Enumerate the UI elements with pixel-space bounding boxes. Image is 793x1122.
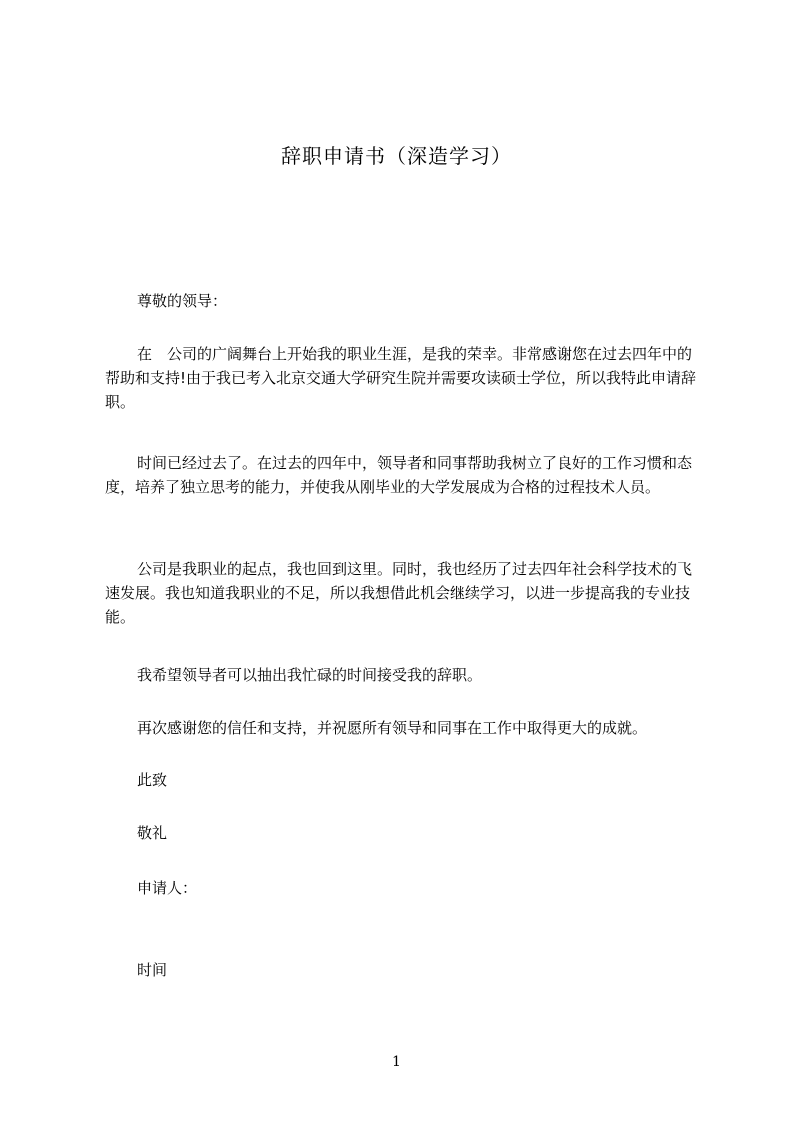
closing-line-1: 此致 — [137, 771, 168, 789]
paragraph-1: 在 公司的广阔舞台上开始我的职业生涯，是我的荣幸。非常感谢您在过去四年中的帮助和支持!由于我已考入北京交通大学研究生院并需要攻读硕士学位，所以我特此申请辞职。 — [105, 345, 697, 411]
document-title: 辞职申请书（深造学习） — [281, 144, 512, 168]
page-number: 1 — [392, 1054, 401, 1070]
paragraph-5: 再次感谢您的信任和支持，并祝愿所有领导和同事在工作中取得更大的成就。 — [137, 719, 648, 737]
paragraph-3: 公司是我职业的起点，我也回到这里。同时，我也经历了过去四年社会科学技术的飞速发展。我也知道我职业的不足，所以我想借此机会继续学习，以进一步提高我的专业技能。 — [105, 560, 693, 626]
paragraph-2: 时间已经过去了。在过去的四年中，领导者和同事帮助我树立了良好的工作习惯和态度，培养了独立思考的能力，并使我从刚毕业的大学发展成为合格的过程技术人员。 — [105, 454, 693, 496]
applicant-label: 申请人： — [137, 879, 198, 897]
time-label: 时间 — [137, 961, 168, 979]
closing-line-2: 敬礼 — [137, 824, 168, 842]
salutation: 尊敬的领导： — [137, 292, 228, 310]
paragraph-4: 我希望领导者可以抽出我忙碌的时间接受我的辞职。 — [137, 666, 483, 684]
